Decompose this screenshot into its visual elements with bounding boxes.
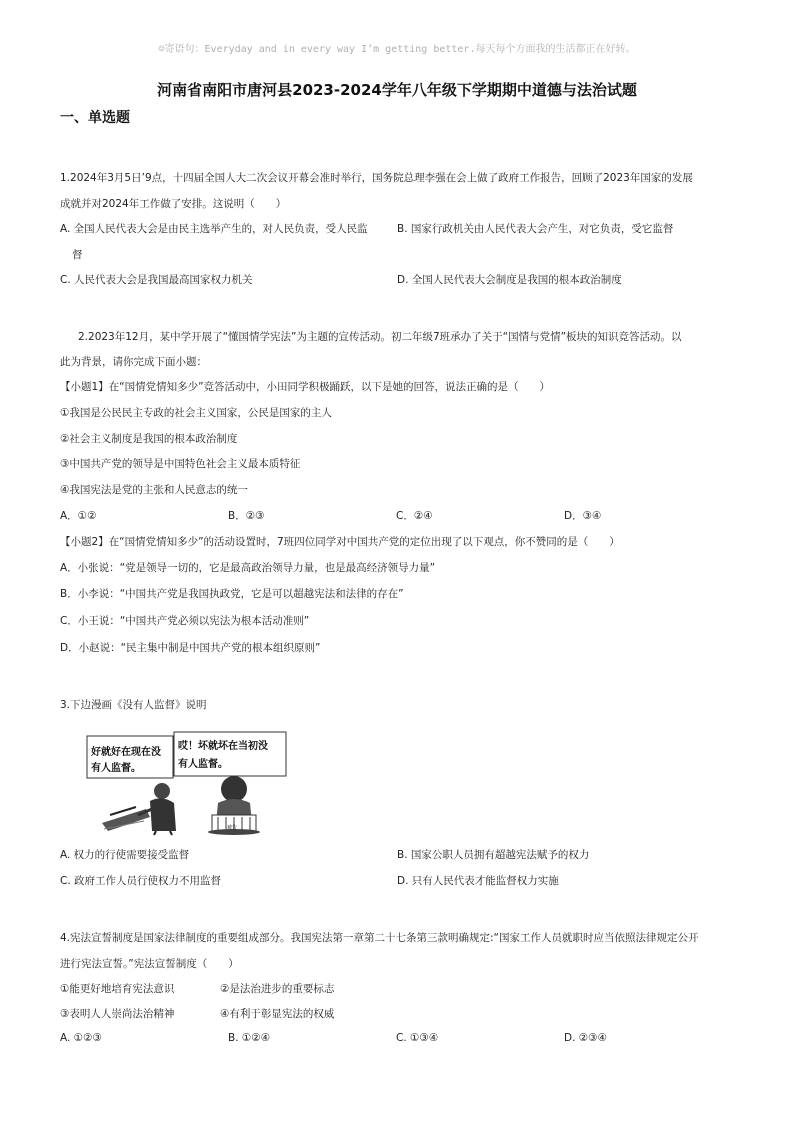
q2-statement-3: ③中国共产党的领导是中国特色社会主义最本质特征 (60, 458, 301, 470)
defendant-figure-illustration (208, 776, 260, 835)
q4-statement-2: ②是法治进步的重要标志 (220, 983, 335, 995)
q2-sub2-option-c: C．小王说：“中国共产党必须以宪法为根本活动准则” (60, 615, 310, 627)
q2-sub2-option-b: B．小李说：“中国共产党是我国执政党，它是可以超越宪法和法律的存在” (60, 588, 404, 600)
q4-option-c: C. ①③④ (396, 1032, 439, 1044)
q3-option-d: D. 只有人民代表才能监督权力实施 (397, 875, 559, 887)
q1-stem-line2: 成就并对2024年工作做了安排。这说明（ ） (60, 198, 287, 210)
bubble-left-line2: 有人监督。 (91, 763, 141, 774)
q4-stem-line1: 4.宪法宣誓制度是国家法律制度的重要组成部分。我国宪法第一章第二十七条第三款明确规定:“国家工作人员就职时应当依照法律规定公开 (60, 932, 699, 944)
q2-sub2-option-d: D．小赵说：“民主集中制是中国共产党的根本组织原则” (60, 642, 321, 654)
q4-option-a: A. ①②③ (60, 1032, 102, 1044)
q1-option-d: D. 全国人民代表大会制度是我国的根本政治制度 (397, 274, 622, 286)
q4-statement-4: ④有利于彰显宪法的权威 (220, 1008, 335, 1020)
q3-stem: 3.下边漫画《没有人监督》说明 (60, 699, 207, 711)
q2-sub1-option-d: D．③④ (564, 510, 602, 522)
q4-option-d: D. ②③④ (564, 1032, 607, 1044)
q2-sub1-option-c: C．②④ (396, 510, 433, 522)
q1-option-a-cont: 督 (72, 249, 83, 261)
q2-sub1-option-a: A．①② (60, 510, 97, 522)
q1-option-c: C. 人民代表大会是我国最高国家权力机关 (60, 274, 253, 286)
bubble-right-line2: 有人监督。 (178, 759, 228, 770)
page-title: 河南省南阳市唐河县2023-2024学年八年级下学期期中道德与法治试题 (157, 81, 637, 99)
q2-subquestion-2: 【小题2】在“国情党情知多少”的活动设置时，7班四位同学对中国共产党的定位出现了以下观点，你不赞同的是（ ） (60, 536, 620, 548)
q3-option-c: C. 政府工作人员行使权力不用监督 (60, 875, 222, 887)
q1-stem-line1: 1.2024年3月5日’9点，十四届全国人大二次会议开幕会准时举行，国务院总理李强在会上做了政府工作报告，回顾了2023年国家的发展 (60, 172, 693, 184)
q2-sub1-option-b: B．②③ (228, 510, 265, 522)
cartoon-no-supervision (86, 731, 296, 837)
q3-option-b: B. 国家公职人员拥有超越宪法赋予的权力 (397, 849, 590, 861)
q2-statement-1: ①我国是公民民主专政的社会主义国家，公民是国家的主人 (60, 407, 332, 419)
q2-stem-line1: 2.2023年12月，某中学开展了“懂国情学宪法”为主题的宣传活动。初二年级7班承办了关于“国情与党情”板块的知识竞答活动。以 (78, 331, 682, 343)
q2-statement-4: ④我国宪法是党的主张和人民意志的统一 (60, 484, 248, 496)
q1-option-a: A. 全国人民代表大会是由民主选举产生的，对人民负责，受人民监 (60, 223, 368, 235)
q4-statement-3: ③表明人人崇尚法治精神 (60, 1008, 175, 1020)
defendant-sign: 被告 (227, 825, 238, 831)
bubble-left-line1: 好就好在现在没 (91, 747, 161, 758)
q2-sub2-option-a: A．小张说：“党是领导一切的，它是最高政治领导力量，也是最高经济领导力量” (60, 562, 436, 574)
q2-subquestion-1: 【小题1】在“国情党情知多少”竞答活动中，小田同学积极踊跃，以下是她的回答，说法正确的是（ ） (60, 381, 551, 393)
motto-header: ☺寄语句：Everyday and in every way I’m getting better.每天每个方面我的生活都正在好转。 (158, 44, 636, 55)
q1-option-b: B. 国家行政机关由人民代表大会产生，对它负责，受它监督 (397, 223, 674, 235)
bubble-right-line1: 哎！坏就坏在当初没 (178, 741, 268, 752)
q2-statement-2: ②社会主义制度是我国的根本政治制度 (60, 433, 238, 445)
q4-stem-line2: 进行宪法宣誓。”宪法宣誓制度（ ） (60, 958, 239, 970)
q4-option-b: B. ①②④ (228, 1032, 271, 1044)
section-heading: 一、单选题 (60, 110, 130, 126)
official-figure-illustration (102, 783, 176, 835)
q3-option-a: A. 权力的行使需要接受监督 (60, 849, 190, 861)
q4-statement-1: ①能更好地培育宪法意识 (60, 983, 175, 995)
q2-stem-line2: 此为背景，请你完成下面小题： (60, 356, 207, 368)
